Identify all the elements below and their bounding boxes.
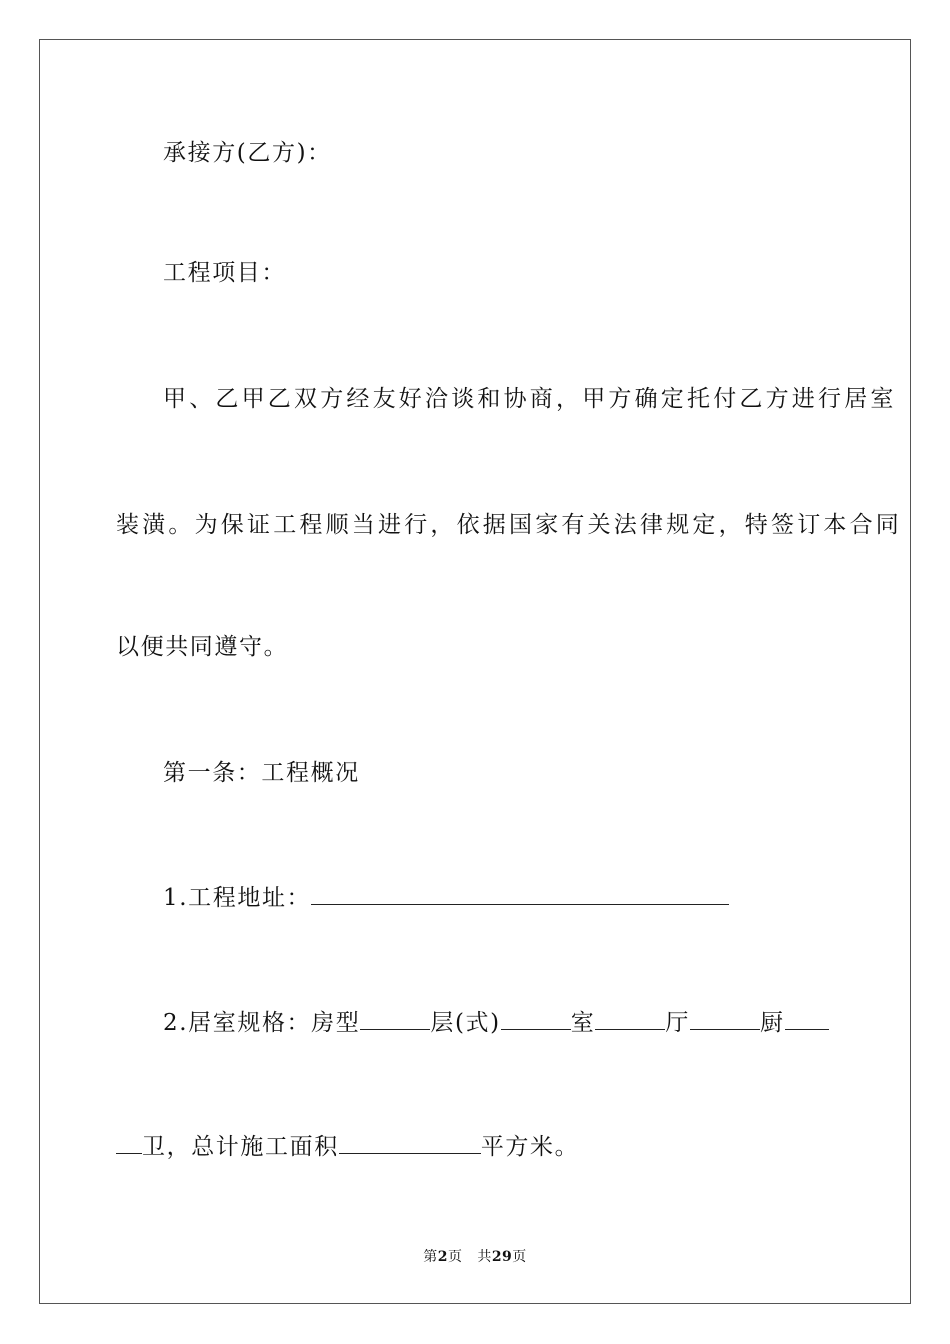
room-type-label: 2.居室规格：房型 — [163, 1010, 361, 1036]
footer-page-suffix: 页 — [447, 1249, 463, 1265]
intro-paragraph-line-3 — [116, 632, 836, 662]
hall-blank[interactable] — [690, 1009, 760, 1030]
room-blank[interactable] — [595, 1009, 665, 1030]
room-spec-line — [116, 1008, 883, 1038]
room-type-blank[interactable] — [360, 1009, 430, 1030]
area-blank[interactable] — [339, 1133, 481, 1154]
intro-text-3: 以便共同遵守。 — [116, 634, 289, 660]
footer-page-prefix: 第 — [423, 1249, 438, 1265]
kitchen-label: 厨 — [759, 1010, 785, 1036]
kitchen-blank-part2[interactable] — [116, 1133, 142, 1154]
footer-total-suffix: 页 — [512, 1249, 527, 1265]
article-1-heading — [116, 758, 883, 788]
footer-total-prefix: 共 — [477, 1249, 492, 1265]
project-line — [116, 258, 883, 288]
bath-area-label: 卫，总计施工面积 — [142, 1134, 339, 1160]
current-page-number: 2 — [437, 1249, 448, 1265]
address-blank[interactable] — [311, 884, 729, 905]
address-line — [116, 883, 883, 913]
room-label: 室 — [570, 1010, 596, 1036]
kitchen-blank-part1[interactable] — [785, 1009, 829, 1030]
hall-label: 厅 — [665, 1010, 690, 1036]
floor-blank[interactable] — [501, 1009, 571, 1030]
party-b-line — [116, 138, 883, 168]
intro-text-2: 装潢。为保证工程顺当进行，依据国家有关法律规定，特签订本合同 — [116, 512, 902, 538]
article-1-title: 第一条：工程概况 — [163, 760, 360, 786]
intro-paragraph-line-2 — [116, 510, 902, 540]
total-page-number: 29 — [491, 1249, 513, 1265]
floor-label: 层(式) — [430, 1010, 501, 1036]
project-label: 工程项目： — [163, 260, 286, 286]
intro-text-1: 甲、乙甲乙双方经友好洽谈和协商，甲方确定托付乙方进行居室 — [163, 386, 897, 412]
page-border — [39, 39, 911, 1304]
intro-paragraph-line-1 — [116, 384, 897, 414]
party-b-label: 承接方(乙方)： — [163, 140, 332, 166]
address-label: 1.工程地址： — [163, 885, 312, 911]
area-unit-label: 平方米。 — [480, 1134, 580, 1160]
area-line — [116, 1132, 836, 1162]
page-footer — [0, 1247, 950, 1267]
